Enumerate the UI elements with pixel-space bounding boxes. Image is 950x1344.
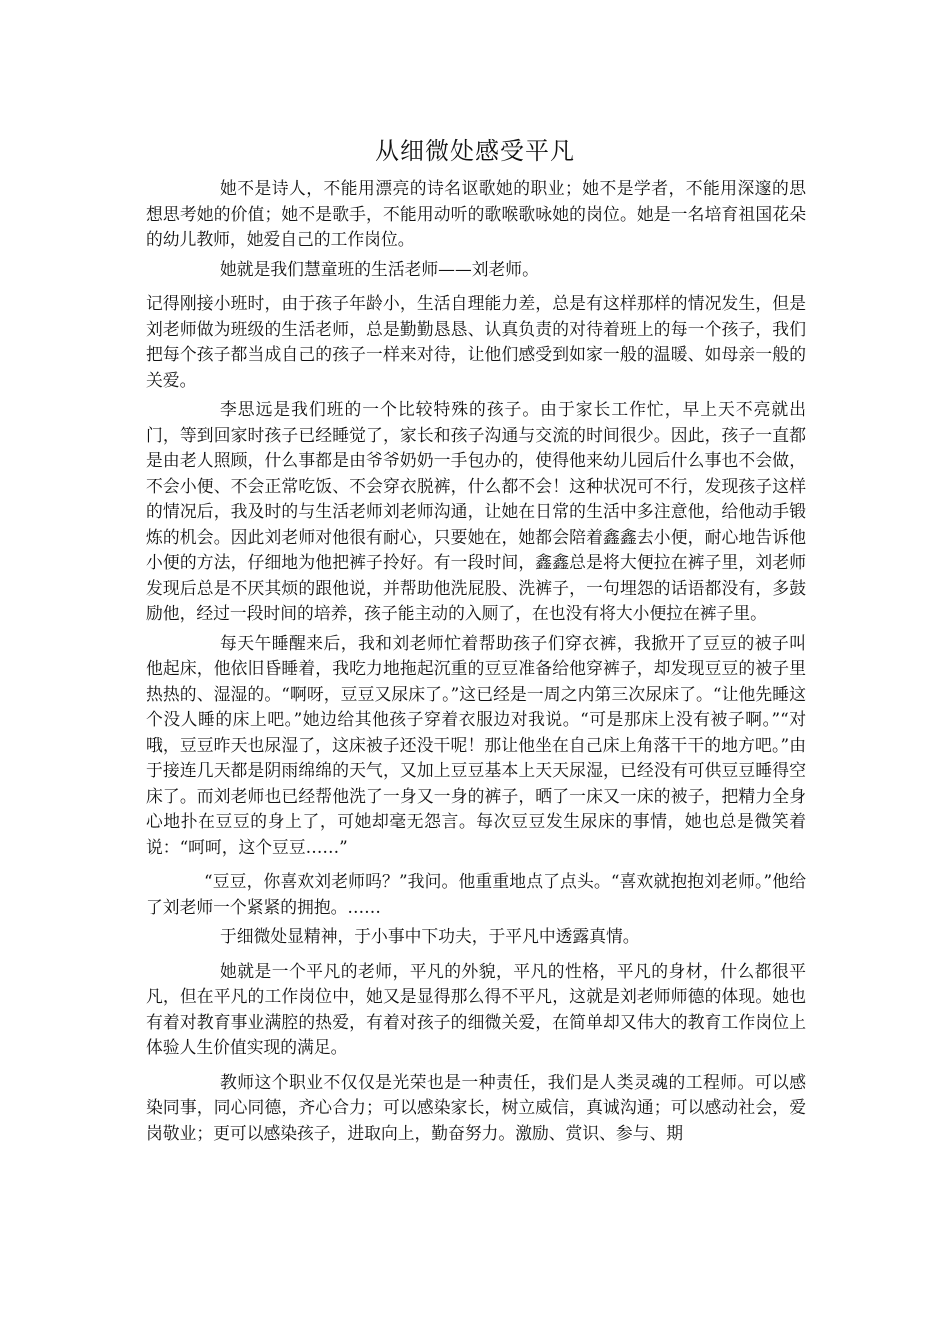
paragraph-profession: 教师这个职业不仅仅是光荣也是一种责任，我们是人类灵魂的工程师。可以感染同事，同心同德，齐心合力；可以感染家长，树立威信，真诚沟通；可以感动社会，爱岗敬业；更可以感染孩子，进取向上，勤奋努力。激励、赏识、参与、期 — [146, 1071, 806, 1143]
paragraph-teacher-intro: 她就是我们慧童班的生活老师——刘老师。 — [220, 258, 539, 279]
paragraph-motto: 于细微处显精神，于小事中下功夫，于平凡中透露真情。 — [220, 926, 640, 946]
paragraph-doudou: 每天午睡醒来后，我和刘老师忙着帮助孩子们穿衣裤，我掀开了豆豆的被子叫他起床，他依旧昏睡着，我吃力地拖起沉重的豆豆准备给他穿裤子，却发现豆豆的被子里热热的、湿湿的。“啊呀，豆豆又尿床了。”这已经是一周之内第三次尿床了。“让他先睡这个没人睡的床上吧。”她边给其他孩子穿着衣服边对我说。“可是那床上没有被子啊。”“对哦，豆豆昨天也尿湿了，这床被子还没干呢！那让他坐在自己床上角落干干的地方吧。”由于接连几天都是阴雨绵绵的天气，又加上豆豆基本上天天尿湿，已经没有可供豆豆睡得空床了。而刘老师也已经帮他洗了一身又一身的裤子，晒了一床又一床的被子，把精力全身心地扑在豆豆的身上了，可她却毫无怨言。每次豆豆发生尿床的事情，她也总是微笑着说：“呵呵，这个豆豆……” — [146, 632, 806, 857]
paragraph-intro: 她不是诗人，不能用漂亮的诗名讴歌她的职业；她不是学者，不能用深邃的思想思考她的价值；她不是歌手，不能用动听的歌喉歌咏她的岗位。她是一名培育祖国花朵的幼儿教师，她爱自己的工作岗位。 — [146, 178, 806, 249]
paragraph-hug: “豆豆，你喜欢刘老师吗？”我问。他重重地点了点头。“喜欢就抱抱刘老师。”他给了刘老师一个紧紧的拥抱。…… — [146, 871, 806, 917]
document-title: 从细微处感受平凡 — [375, 137, 575, 165]
document-body — [146, 176, 806, 1146]
paragraph-li-siyuan: 李思远是我们班的一个比较特殊的孩子。由于家长工作忙，早上天不亮就出门，等到回家时孩子已经睡觉了，家长和孩子沟通与交流的时间很少。因此，孩子一直都是由老人照顾，什么事都是由爷爷奶奶一手包办的，使得他来幼儿园后什么事也不会做，不会小便、不会正常吃饭、不会穿衣脱裤，什么都不会！这种状况可不行，发现孩子这样的情况后，我及时的与生活老师刘老师沟通，让她在日常的生活中多注意他，给他动手锻炼的机会。因此刘老师对他很有耐心，只要她在，她都会陪着鑫鑫去小便，耐心地告诉他小便的方法，仔细地为他把裤子拎好。有一段时间，鑫鑫总是将大便拉在裤子里，刘老师发现后总是不厌其烦的跟他说，并帮助他洗屁股、洗裤子，一句埋怨的话语都没有，多鼓励他，经过一段时间的培养，孩子能主动的入厕了，在也没有将大小便拉在裤子里。 — [146, 399, 806, 623]
paragraph-small-class: 记得刚接小班时，由于孩子年龄小，生活自理能力差，总是有这样那样的情况发生，但是刘老师做为班级的生活老师，总是勤勤恳恳、认真负责的对待着班上的每一个孩子，我们把每个孩子都当成自己的孩子一样来对待，让他们感受到如家一般的温暖、如母亲一般的关爱。 — [146, 293, 806, 390]
paragraph-ordinary: 她就是一个平凡的老师，平凡的外貌，平凡的性格，平凡的身材，什么都很平凡，但在平凡的工作岗位中，她又是显得那么得不平凡，这就是刘老师师德的体现。她也有着对教育事业满腔的热爱，有着对孩子的细微关爱，在简单却又伟大的教育工作岗位上体验人生价值实现的满足。 — [146, 960, 806, 1057]
